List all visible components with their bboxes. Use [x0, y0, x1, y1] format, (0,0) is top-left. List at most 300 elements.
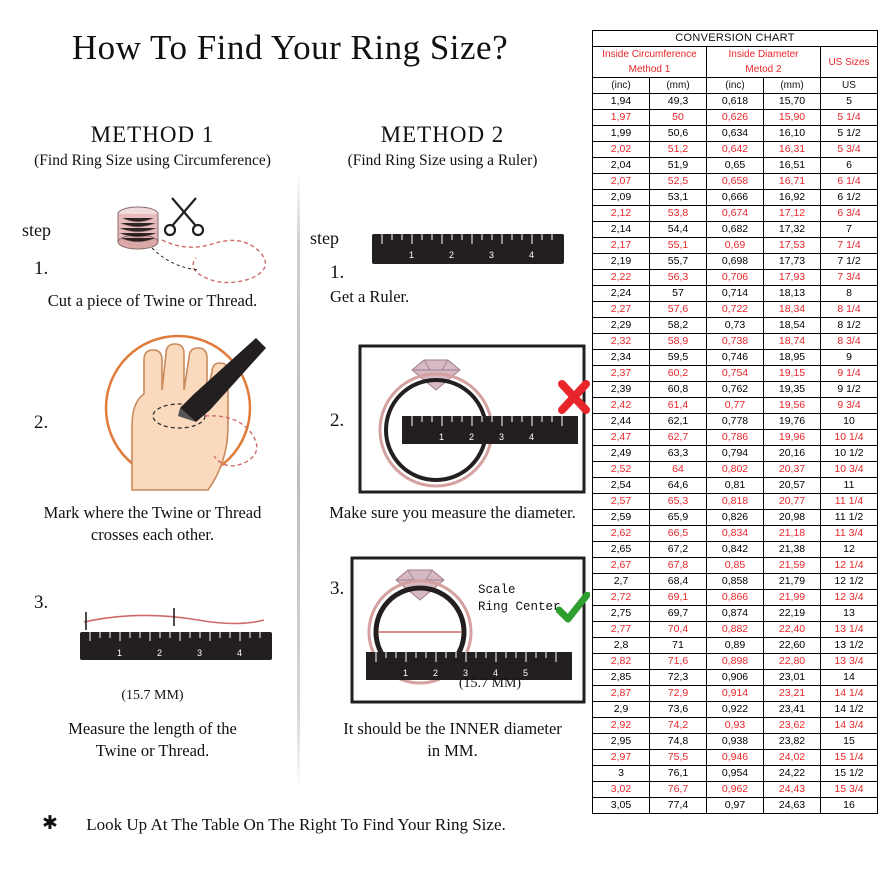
table-cell: 2,95: [593, 734, 650, 750]
table-cell: 0,97: [707, 798, 764, 814]
check-icon: [556, 592, 590, 626]
table-cell: 19,96: [764, 430, 821, 446]
table-cell: 11 1/2: [821, 510, 878, 526]
table-row: [593, 350, 878, 366]
table-cell: 5 1/4: [821, 110, 878, 126]
table-cell: 64: [650, 462, 707, 478]
svg-text:2: 2: [469, 432, 475, 442]
table-cell: 2,17: [593, 238, 650, 254]
svg-text:2: 2: [433, 668, 439, 678]
table-cell: 5: [821, 94, 878, 110]
table-row: [593, 190, 878, 206]
table-row: [593, 654, 878, 670]
table-cell: 53,8: [650, 206, 707, 222]
table-cell: 12: [821, 542, 878, 558]
table-cell: 16,51: [764, 158, 821, 174]
table-cell: 19,15: [764, 366, 821, 382]
method-2-step-3-note: (15.7 MM): [458, 676, 522, 691]
table-cell: 0,954: [707, 766, 764, 782]
table-cell: 0,73: [707, 318, 764, 334]
table-cell: 22,40: [764, 622, 821, 638]
table-cell: 14 1/4: [821, 686, 878, 702]
table-cell: 2,19: [593, 254, 650, 270]
table-row: [593, 798, 878, 814]
scale-ring-center-label: Scale Ring Center: [478, 583, 561, 614]
table-cell: 19,35: [764, 382, 821, 398]
table-cell: 23,82: [764, 734, 821, 750]
table-cell: 11 1/4: [821, 494, 878, 510]
table-row: [593, 94, 878, 110]
table-title-row: [593, 31, 878, 47]
table-cell: 21,79: [764, 574, 821, 590]
table-cell: 15,70: [764, 94, 821, 110]
table-cell: 0,85: [707, 558, 764, 574]
col-unit-mm-2: (mm): [764, 78, 821, 94]
table-cell: 0,834: [707, 526, 764, 542]
table-cell: 3: [593, 766, 650, 782]
table-cell: 0,746: [707, 350, 764, 366]
table-cell: 2,07: [593, 174, 650, 190]
table-cell: 20,57: [764, 478, 821, 494]
table-cell: 2,9: [593, 702, 650, 718]
method-2-step-2-caption: Make sure you measure the diameter.: [329, 503, 576, 522]
table-row: [593, 670, 878, 686]
table-cell: 1,94: [593, 94, 650, 110]
table-cell: 74,2: [650, 718, 707, 734]
table-cell: 0,706: [707, 270, 764, 286]
table-cell: 2,92: [593, 718, 650, 734]
method-1-step-1-number: 1.: [34, 258, 49, 279]
table-cell: 0,962: [707, 782, 764, 798]
table-cell: 2,62: [593, 526, 650, 542]
table-cell: 67,8: [650, 558, 707, 574]
table-cell: 23,21: [764, 686, 821, 702]
svg-text:1: 1: [409, 250, 415, 260]
table-cell: 5 3/4: [821, 142, 878, 158]
table-cell: 2,39: [593, 382, 650, 398]
table-cell: 2,37: [593, 366, 650, 382]
table-cell: 0,906: [707, 670, 764, 686]
svg-text:3: 3: [197, 648, 203, 658]
table-cell: 2,8: [593, 638, 650, 654]
table-cell: 73,6: [650, 702, 707, 718]
table-cell: 20,77: [764, 494, 821, 510]
table-row: [593, 638, 878, 654]
method-1-step-1-caption: Cut a piece of Twine or Thread.: [47, 291, 258, 310]
conversion-table: [592, 30, 878, 814]
table-cell: 51,9: [650, 158, 707, 174]
table-cell: 76,1: [650, 766, 707, 782]
table-cell: 55,1: [650, 238, 707, 254]
table-row: [593, 606, 878, 622]
table-cell: 20,37: [764, 462, 821, 478]
table-cell: 0,618: [707, 94, 764, 110]
col-unit-us: US: [821, 78, 878, 94]
table-cell: 7 1/2: [821, 254, 878, 270]
table-cell: 0,69: [707, 238, 764, 254]
table-cell: 21,38: [764, 542, 821, 558]
conversion-chart: [592, 30, 878, 814]
method-2-subtitle: (Find Ring Size using a Ruler): [347, 152, 538, 169]
table-cell: 0,946: [707, 750, 764, 766]
table-row: [593, 446, 878, 462]
table-cell: 0,842: [707, 542, 764, 558]
table-cell: 8: [821, 286, 878, 302]
table-cell: 18,74: [764, 334, 821, 350]
table-row: [593, 718, 878, 734]
table-cell: 10 1/2: [821, 446, 878, 462]
table-cell: 0,786: [707, 430, 764, 446]
table-cell: 16,92: [764, 190, 821, 206]
table-row: [593, 366, 878, 382]
footer-note: Look Up At The Table On The Right To Find Your Ring Size.: [86, 815, 506, 834]
table-cell: 0,914: [707, 686, 764, 702]
table-cell: 24,63: [764, 798, 821, 814]
table-cell: 2,65: [593, 542, 650, 558]
table-cell: 15 1/4: [821, 750, 878, 766]
table-cell: 0,698: [707, 254, 764, 270]
table-cell: 18,34: [764, 302, 821, 318]
table-row: [593, 318, 878, 334]
svg-text:2: 2: [157, 648, 163, 658]
table-row: [593, 462, 878, 478]
table-cell: 0,778: [707, 414, 764, 430]
table-cell: 69,7: [650, 606, 707, 622]
method-2-header: [300, 122, 585, 170]
table-row: [593, 750, 878, 766]
table-row: [593, 334, 878, 350]
table-cell: 0,722: [707, 302, 764, 318]
table-cell: 51,2: [650, 142, 707, 158]
group-header-diameter: Inside Diameter Metod 2: [707, 47, 821, 78]
page-title: How To Find Your Ring Size?: [71, 28, 509, 67]
ruler-measure-thread-illustration: [78, 596, 278, 671]
table-cell: 57: [650, 286, 707, 302]
table-cell: 8 1/2: [821, 318, 878, 334]
table-cell: 2,54: [593, 478, 650, 494]
method-2-step-1-caption: Get a Ruler.: [330, 287, 410, 306]
method-1-step-2-number: 2.: [34, 412, 49, 433]
table-cell: 0,858: [707, 574, 764, 590]
table-cell: 24,43: [764, 782, 821, 798]
table-cell: 2,32: [593, 334, 650, 350]
table-cell: 10 1/4: [821, 430, 878, 446]
table-cell: 2,04: [593, 158, 650, 174]
table-cell: 50,6: [650, 126, 707, 142]
table-cell: 0,874: [707, 606, 764, 622]
table-cell: 24,02: [764, 750, 821, 766]
method-1-step-3-number: 3.: [34, 592, 49, 613]
table-cell: 21,99: [764, 590, 821, 606]
twine-spool-illustration: [92, 190, 292, 300]
table-row: [593, 158, 878, 174]
table-cell: 15 1/2: [821, 766, 878, 782]
table-cell: 2,67: [593, 558, 650, 574]
table-cell: 23,41: [764, 702, 821, 718]
table-cell: 17,53: [764, 238, 821, 254]
table-cell: 16,10: [764, 126, 821, 142]
table-cell: 0,762: [707, 382, 764, 398]
table-row: [593, 286, 878, 302]
table-cell: 2,57: [593, 494, 650, 510]
table-cell: 3,05: [593, 798, 650, 814]
table-cell: 0,81: [707, 478, 764, 494]
table-unit-row: [593, 78, 878, 94]
table-cell: 2,49: [593, 446, 650, 462]
table-cell: 69,1: [650, 590, 707, 606]
table-cell: 2,27: [593, 302, 650, 318]
svg-text:3: 3: [499, 432, 505, 442]
table-cell: 13 3/4: [821, 654, 878, 670]
table-row: [593, 782, 878, 798]
table-row: [593, 766, 878, 782]
chart-title: CONVERSION CHART: [593, 31, 878, 47]
method-2-step-1-number: 1.: [330, 262, 345, 283]
col-unit-mm-1: (mm): [650, 78, 707, 94]
table-cell: 2,7: [593, 574, 650, 590]
method-1-step-3-note: (15.7 MM): [121, 688, 184, 703]
table-cell: 10: [821, 414, 878, 430]
table-group-header-row: [593, 47, 878, 78]
table-cell: 0,626: [707, 110, 764, 126]
table-cell: 2,24: [593, 286, 650, 302]
table-cell: 76,7: [650, 782, 707, 798]
svg-text:1: 1: [439, 432, 445, 442]
table-cell: 6 1/4: [821, 174, 878, 190]
table-row: [593, 702, 878, 718]
svg-text:2: 2: [449, 250, 455, 260]
col-unit-inc-2: (inc): [707, 78, 764, 94]
svg-text:4: 4: [529, 432, 535, 442]
table-cell: 18,95: [764, 350, 821, 366]
table-row: [593, 398, 878, 414]
svg-text:1: 1: [403, 668, 409, 678]
svg-text:4: 4: [529, 250, 535, 260]
svg-text:3: 3: [489, 250, 495, 260]
table-row: [593, 526, 878, 542]
table-cell: 1,99: [593, 126, 650, 142]
table-cell: 17,73: [764, 254, 821, 270]
table-cell: 2,44: [593, 414, 650, 430]
table-cell: 0,898: [707, 654, 764, 670]
plain-ruler-illustration: [370, 230, 570, 272]
table-row: [593, 590, 878, 606]
table-cell: 22,60: [764, 638, 821, 654]
table-cell: 24,22: [764, 766, 821, 782]
table-row: [593, 302, 878, 318]
table-cell: 0,866: [707, 590, 764, 606]
table-cell: 2,42: [593, 398, 650, 414]
table-cell: 2,87: [593, 686, 650, 702]
method-1-step-3-caption: Measure the length of the Twine or Thread.: [68, 719, 237, 760]
table-cell: 6 3/4: [821, 206, 878, 222]
svg-text:4: 4: [237, 648, 243, 658]
table-cell: 12 1/2: [821, 574, 878, 590]
table-cell: 2,09: [593, 190, 650, 206]
table-cell: 9: [821, 350, 878, 366]
table-cell: 0,922: [707, 702, 764, 718]
table-cell: 55,7: [650, 254, 707, 270]
table-cell: 9 1/2: [821, 382, 878, 398]
table-cell: 14 1/2: [821, 702, 878, 718]
table-cell: 72,3: [650, 670, 707, 686]
table-cell: 2,12: [593, 206, 650, 222]
svg-text:4: 4: [493, 668, 499, 678]
table-cell: 13: [821, 606, 878, 622]
table-cell: 61,4: [650, 398, 707, 414]
table-cell: 2,97: [593, 750, 650, 766]
method-1-step-word: step: [22, 220, 51, 240]
table-cell: 66,5: [650, 526, 707, 542]
svg-text:5: 5: [523, 668, 529, 678]
table-cell: 17,93: [764, 270, 821, 286]
table-cell: 20,98: [764, 510, 821, 526]
table-cell: 22,80: [764, 654, 821, 670]
table-cell: 14: [821, 670, 878, 686]
table-cell: 19,56: [764, 398, 821, 414]
method-1-step-2-caption: Mark where the Twine or Thread crosses each other.: [43, 503, 262, 544]
table-cell: 0,682: [707, 222, 764, 238]
method-2-step-3-caption: It should be the INNER diameter in MM.: [343, 719, 562, 760]
table-cell: 5 1/2: [821, 126, 878, 142]
table-cell: 14 3/4: [821, 718, 878, 734]
table-cell: 11: [821, 478, 878, 494]
table-cell: 18,54: [764, 318, 821, 334]
group-header-circumference: Inside Circumference Method 1: [593, 47, 707, 78]
table-cell: 10 3/4: [821, 462, 878, 478]
table-cell: 0,674: [707, 206, 764, 222]
table-cell: 7 3/4: [821, 270, 878, 286]
table-cell: 50: [650, 110, 707, 126]
table-cell: 2,52: [593, 462, 650, 478]
table-cell: 68,4: [650, 574, 707, 590]
table-cell: 2,47: [593, 430, 650, 446]
table-cell: 0,642: [707, 142, 764, 158]
table-row: [593, 382, 878, 398]
table-cell: 6: [821, 158, 878, 174]
table-cell: 0,65: [707, 158, 764, 174]
table-cell: 7 1/4: [821, 238, 878, 254]
table-cell: 65,9: [650, 510, 707, 526]
cross-icon: [556, 378, 592, 416]
table-cell: 60,2: [650, 366, 707, 382]
table-cell: 2,82: [593, 654, 650, 670]
table-row: [593, 558, 878, 574]
table-cell: 74,8: [650, 734, 707, 750]
table-cell: 16,71: [764, 174, 821, 190]
table-cell: 15 3/4: [821, 782, 878, 798]
table-row: [593, 110, 878, 126]
table-row: [593, 254, 878, 270]
table-cell: 65,3: [650, 494, 707, 510]
method-1-header: [10, 122, 295, 170]
table-cell: 59,5: [650, 350, 707, 366]
table-cell: 0,738: [707, 334, 764, 350]
table-row: [593, 238, 878, 254]
svg-text:3: 3: [463, 668, 469, 678]
table-cell: 21,18: [764, 526, 821, 542]
table-cell: 13 1/2: [821, 638, 878, 654]
table-row: [593, 574, 878, 590]
table-cell: 0,634: [707, 126, 764, 142]
table-cell: 54,4: [650, 222, 707, 238]
table-cell: 6 1/2: [821, 190, 878, 206]
table-cell: 77,4: [650, 798, 707, 814]
table-cell: 18,13: [764, 286, 821, 302]
table-row: [593, 686, 878, 702]
table-cell: 60,8: [650, 382, 707, 398]
table-row: [593, 622, 878, 638]
table-cell: 0,754: [707, 366, 764, 382]
method-1-title: METHOD 1: [90, 122, 215, 147]
table-cell: 56,3: [650, 270, 707, 286]
table-cell: 7: [821, 222, 878, 238]
table-row: [593, 734, 878, 750]
table-cell: 0,818: [707, 494, 764, 510]
table-cell: 71,6: [650, 654, 707, 670]
table-cell: 75,5: [650, 750, 707, 766]
table-body: [593, 94, 878, 814]
table-cell: 64,6: [650, 478, 707, 494]
table-cell: 70,4: [650, 622, 707, 638]
table-cell: 63,3: [650, 446, 707, 462]
table-cell: 2,85: [593, 670, 650, 686]
table-cell: 23,62: [764, 718, 821, 734]
table-cell: 0,666: [707, 190, 764, 206]
table-cell: 2,34: [593, 350, 650, 366]
ring-measure-wrong-illustration: [358, 344, 586, 494]
method-2-step-word: step: [310, 228, 339, 248]
table-row: [593, 126, 878, 142]
table-cell: 67,2: [650, 542, 707, 558]
table-cell: 2,22: [593, 270, 650, 286]
table-cell: 58,9: [650, 334, 707, 350]
table-row: [593, 206, 878, 222]
table-cell: 15: [821, 734, 878, 750]
table-cell: 19,76: [764, 414, 821, 430]
table-cell: 62,1: [650, 414, 707, 430]
table-cell: 2,59: [593, 510, 650, 526]
table-cell: 13 1/4: [821, 622, 878, 638]
asterisk-icon: ✱: [42, 813, 58, 834]
table-cell: 2,75: [593, 606, 650, 622]
col-unit-inc-1: (inc): [593, 78, 650, 94]
table-cell: 11 3/4: [821, 526, 878, 542]
table-cell: 22,19: [764, 606, 821, 622]
table-cell: 0,826: [707, 510, 764, 526]
table-cell: 8 1/4: [821, 302, 878, 318]
table-row: [593, 478, 878, 494]
table-cell: 12 1/4: [821, 558, 878, 574]
table-head: [593, 31, 878, 94]
method-2-step-3-number: 3.: [330, 578, 345, 599]
table-row: [593, 414, 878, 430]
table-row: [593, 222, 878, 238]
table-row: [593, 142, 878, 158]
table-cell: 16,31: [764, 142, 821, 158]
table-cell: 58,2: [650, 318, 707, 334]
table-row: [593, 542, 878, 558]
table-cell: 23,01: [764, 670, 821, 686]
table-cell: 62,7: [650, 430, 707, 446]
table-cell: 21,59: [764, 558, 821, 574]
table-cell: 2,02: [593, 142, 650, 158]
table-cell: 72,9: [650, 686, 707, 702]
table-cell: 57,6: [650, 302, 707, 318]
table-row: [593, 174, 878, 190]
table-cell: 20,16: [764, 446, 821, 462]
table-cell: 52,5: [650, 174, 707, 190]
